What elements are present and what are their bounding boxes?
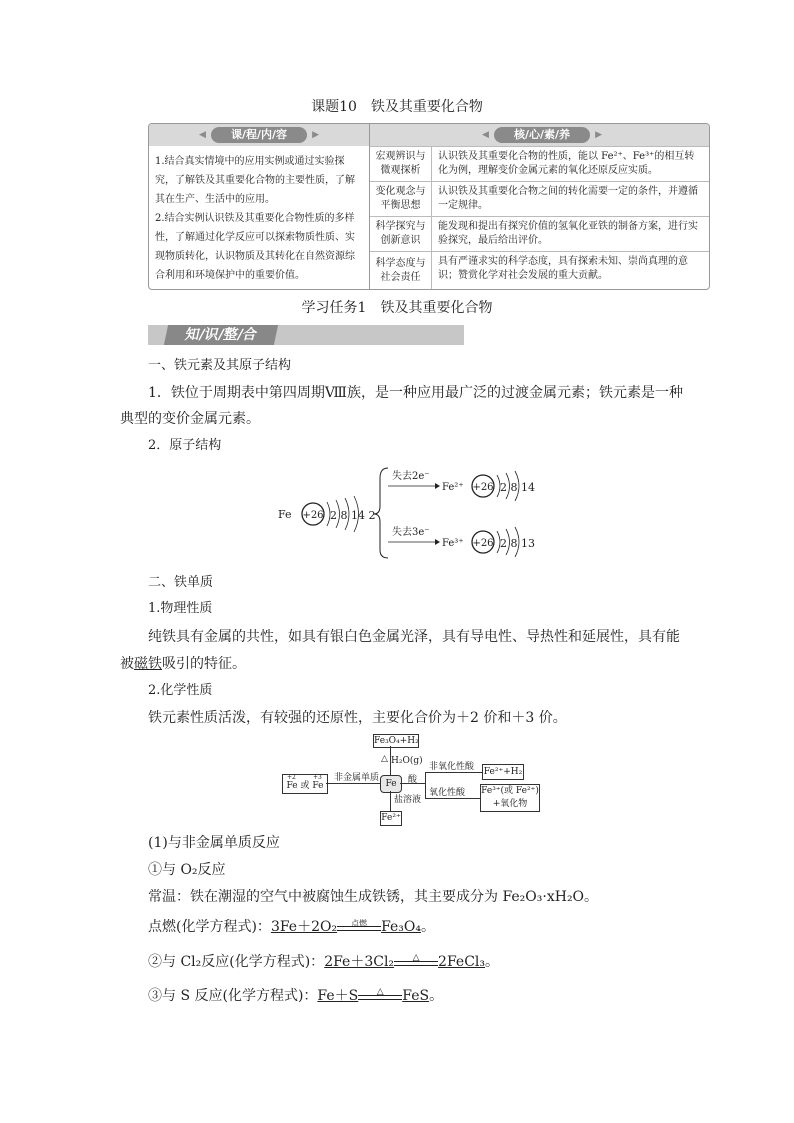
lose-2-label: 失去2e⁻ <box>392 471 430 482</box>
right-header-bar <box>370 124 709 146</box>
nonoxidizing-acid-label: 非氧化性酸 <box>429 762 475 772</box>
section-heading: 一、铁元素及其原子结构 <box>148 358 292 373</box>
subheading: 1.物理性质 <box>148 601 213 616</box>
literacy-value: 认识铁及其重要化合物的性质，能以 Fe²⁺、Fe³⁺的相互转化为例，理解变价金属元素的氧化还原反应实质。 <box>438 151 695 176</box>
connector <box>425 798 480 799</box>
period: 。 <box>485 954 499 970</box>
literacy-row <box>370 146 709 181</box>
period: 。 <box>421 919 436 935</box>
fe2-shells: 2 8 14 <box>500 481 535 494</box>
box-text: Fe³⁺(或 Fe²⁺) <box>481 786 539 796</box>
literacy-key: 宏观辨识与微观探析 <box>370 147 432 181</box>
connector <box>326 783 380 784</box>
course-table <box>148 123 710 290</box>
fe-center-node: Fe <box>380 775 402 793</box>
literacy-value: 具有严谨求实的科学态度，具有探索未知、崇尚真理的意识；赞赏化学对社会发展的重大贡献。 <box>438 256 688 281</box>
equation-lhs: Fe＋S <box>317 988 359 1004</box>
equation-rhs: 2FeCl₃ <box>438 954 485 970</box>
literacy-key: 科学态度与社会责任 <box>370 252 432 290</box>
paragraph: 常温：铁在潮湿的空气中被腐蚀生成铁锈，其主要成分为 Fe₂O₃·xH₂O。 <box>148 889 599 905</box>
fe3-symbol: Fe³⁺ <box>442 538 464 549</box>
page-title: 课题10 铁及其重要化合物 <box>311 99 483 115</box>
paragraph: 典型的变价金属元素。 <box>120 411 260 427</box>
text-run: 被 <box>120 656 134 672</box>
knowledge-banner <box>148 325 464 345</box>
condition: △ <box>412 953 420 963</box>
fe3o4-box: Fe₃O₄+H₂ <box>374 736 419 746</box>
salt-solution-label: 盐溶液 <box>394 795 422 805</box>
fe-oxidation-box <box>282 774 328 794</box>
equation-label: ②与 Cl₂反应(化学方程式)： <box>148 954 325 970</box>
nucleus-charge: +26 <box>472 482 494 493</box>
paragraph: 铁元素性质活泼，有较强的还原性，主要化合价为＋2 价和＋3 价。 <box>148 710 567 726</box>
text-run: 吸引的特征。 <box>162 656 246 672</box>
heat-symbol: △ <box>381 754 388 764</box>
equation-lhs: 3Fe＋2O₂ <box>270 919 338 935</box>
fe3-shells: 2 8 13 <box>500 537 535 550</box>
condition: △ <box>376 987 384 997</box>
task-title: 学习任务1 铁及其重要化合物 <box>301 300 493 316</box>
fe-shells: 2 8 14 2 <box>330 509 376 522</box>
subheading: 2.化学性质 <box>148 683 213 698</box>
banner-tag: 知/识/整/合 <box>164 325 278 345</box>
arrow-head <box>435 539 440 545</box>
fe2-h2-box: Fe²⁺+H₂ <box>482 764 524 780</box>
literacy-key: 变化观念与平衡思想 <box>370 182 432 216</box>
equation-rhs: Fe₃O₄ <box>381 919 422 935</box>
paragraph <box>120 655 246 673</box>
fe2-box: Fe²⁺ <box>380 811 402 826</box>
brace <box>374 468 388 558</box>
paragraph: ①与 O₂反应 <box>148 862 226 878</box>
fe3-oxide-box <box>480 784 540 812</box>
literacy-row <box>370 216 709 251</box>
equation-ignite <box>148 918 435 936</box>
literacy-value: 能发现和提出有探究价值的氢氧化亚铁的制备方案，进行实验探究，最后给出评价。 <box>438 221 698 246</box>
condition: 点燃 <box>351 919 368 928</box>
section-heading: 二、铁单质 <box>148 575 214 590</box>
oxidizing-acid-label: 氧化性酸 <box>429 788 466 798</box>
ox-state: +3 <box>313 774 322 781</box>
water-reagent: H₂O(g) <box>391 756 423 766</box>
paragraph: 纯铁具有金属的共性，如具有银白色金属光泽，具有导电性、导热性和延展性，具有能 <box>148 629 680 645</box>
underlined-answer: 磁铁 <box>134 656 162 672</box>
paragraph: 1．铁位于周期表中第四周期Ⅷ族，是一种应用最广泛的过渡金属元素；铁元素是一种 <box>148 385 683 401</box>
atomic-structure-diagram <box>270 462 550 562</box>
connector <box>390 791 391 811</box>
course-item: 1.结合真实情境中的应用实例或通过实验探究，了解铁及其重要化合物的主要性质，了解其在生产、生活中的应用。 <box>155 156 355 205</box>
right-header: ◀ 核/心/素/养 ▶ <box>494 127 590 143</box>
left-header-bar <box>149 124 370 146</box>
equation-lhs: 2Fe＋3Cl₂ <box>324 954 395 970</box>
paragraph: 2．原子结构 <box>148 438 222 453</box>
course-item: 2.结合实例认识铁及其重要化合物性质的多样性，了解通过化学反应可以探索物质性质、实现物质转化，认识物质及其转化在自然资源综合利用和环境保护中的重要价值。 <box>155 213 355 281</box>
fe-symbol: Fe <box>278 508 292 521</box>
ox-state: +2 <box>287 774 296 781</box>
equation-label: 点燃(化学方程式)： <box>148 919 271 935</box>
equation-rhs: FeS <box>402 988 430 1004</box>
literacy-key: 科学探究与创新意识 <box>370 217 432 251</box>
literacy-row <box>370 181 709 216</box>
lose-3-label: 失去3e⁻ <box>392 527 430 538</box>
equation-label: ③与 S 反应(化学方程式)： <box>148 988 318 1004</box>
equation-cl2 <box>148 953 499 971</box>
iron-reaction-diagram <box>280 732 550 828</box>
box-text: +氧化物 <box>492 799 528 809</box>
acid-label: 酸 <box>408 775 418 785</box>
connector <box>425 772 426 798</box>
subheading: (1)与非金属单质反应 <box>148 835 280 851</box>
nucleus-charge: +26 <box>302 510 324 521</box>
literacy-row <box>370 251 709 290</box>
period: 。 <box>429 988 444 1004</box>
fe2-symbol: Fe²⁺ <box>442 482 464 493</box>
connector <box>425 772 482 773</box>
arrow-head <box>435 483 440 489</box>
left-header: ◀ 课/程/内/容 ▶ <box>211 127 307 143</box>
course-content <box>155 152 363 285</box>
equation-s <box>148 987 443 1005</box>
literacy-value: 认识铁及其重要化合物之间的转化需要一定的条件，并遵循一定规律。 <box>438 186 698 211</box>
box-text: Fe 或 Fe <box>286 781 324 791</box>
nonmetal-label: 非金属单质 <box>334 773 380 783</box>
nucleus-charge: +26 <box>472 538 494 549</box>
connector <box>390 746 391 776</box>
